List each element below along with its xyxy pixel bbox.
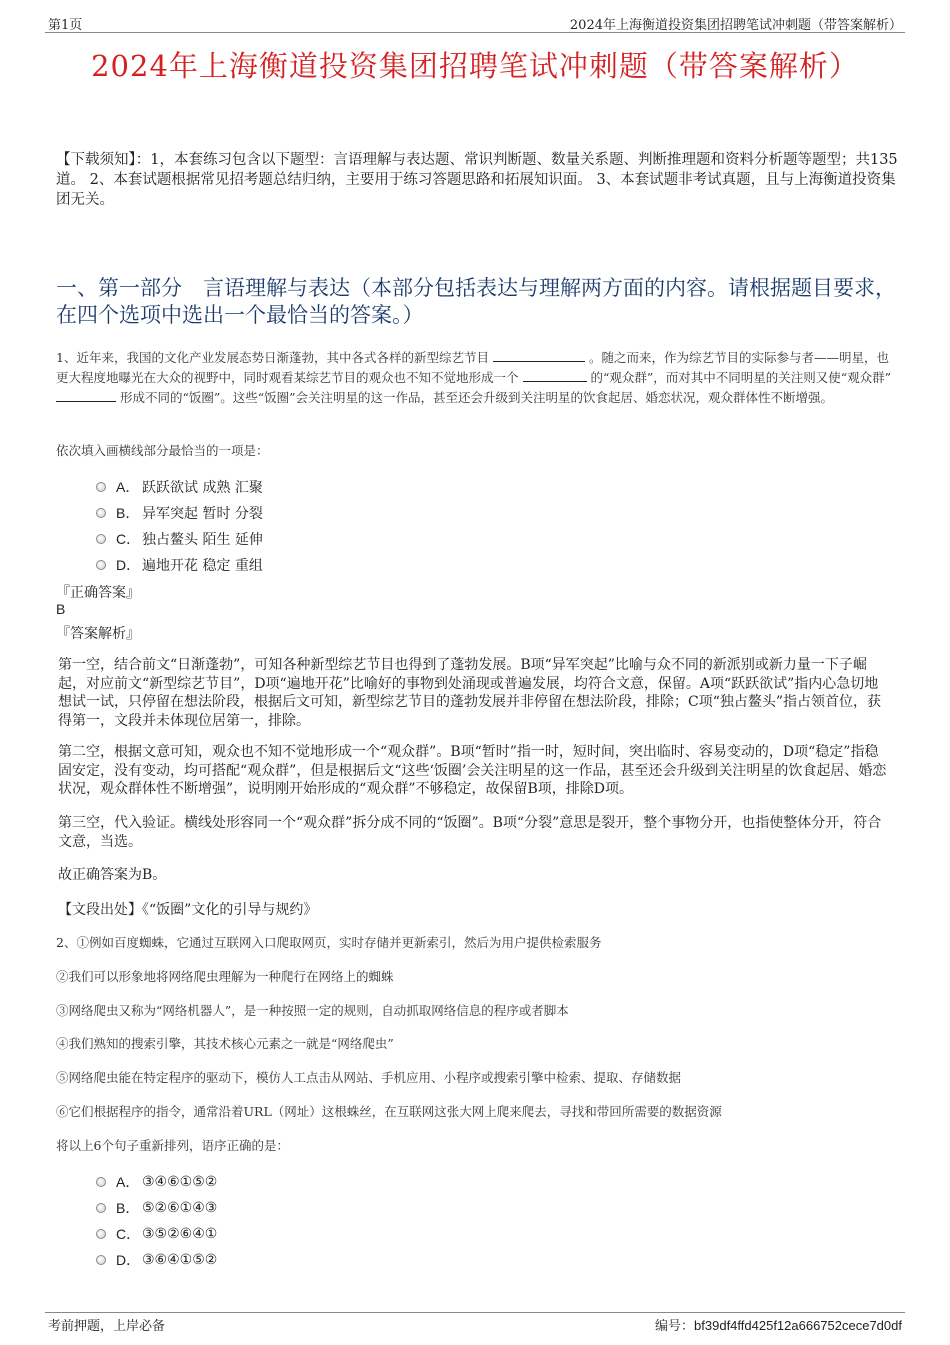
q2-sentence-3: ③网络爬虫又称为“网络机器人”，是一种按照一定的规则，自动抓取网络信息的程序或者脚本 bbox=[56, 1003, 569, 1018]
footer-divider bbox=[45, 1312, 905, 1313]
radio-icon[interactable] bbox=[96, 508, 106, 518]
option-text: 遍地开花 稳定 重组 bbox=[142, 558, 263, 574]
option-letter: D． bbox=[116, 557, 141, 573]
footer-slogan: 考前押题，上岸必备 bbox=[48, 1319, 166, 1334]
q1-blank-1 bbox=[493, 349, 585, 362]
analysis-conclusion: 故正确答案为B。 bbox=[58, 867, 167, 883]
footer-code-label: 编号： bbox=[655, 1319, 695, 1334]
q2-sentence-4: ④我们熟知的搜索引擎，其技术核心元素之一就是“网络爬虫” bbox=[56, 1036, 394, 1051]
q2-sentence-2: ②我们可以形象地将网络爬虫理解为一种爬行在网络上的蜘蛛 bbox=[56, 969, 394, 984]
analysis-paragraph-2: 第二空，根据文意可知，观众也不知不觉地形成一个“观众群”。B项“暂时”指一时，短时间，突出临时、容易变动的，D项“稳定”指稳固安定，没有变动，均可搭配“观众群”，但是根据后文“这些‘饭圈’会关注明星的这一作品，甚至还会升级到关注明星的饮食起居、婚恋状况，观众群体性不断增强”，说明刚开始形成的“观众群”不够稳定，故保留B项，排除D项。 bbox=[58, 744, 887, 797]
option-text: ③④⑥①⑤② bbox=[142, 1174, 218, 1190]
option-letter: C． bbox=[116, 1226, 141, 1242]
q2-sentence-5: ⑤网络爬虫能在特定程序的驱动下，模仿人工点击从网站、手机应用、小程序或搜索引擎中检索、提取、存储数据 bbox=[56, 1070, 682, 1085]
q1-part-4: 形成不同的“饭圈”。这些“饭圈”会关注明星的这一作品，甚至还会升级到关注明星的饮食起居、婚恋状况，观众群体性不断增强。 bbox=[119, 390, 834, 405]
header-divider bbox=[45, 32, 905, 33]
q1-blank-3 bbox=[56, 389, 116, 402]
q1-part-1: 1、近年来，我国的文化产业发展态势日渐蓬勃，其中各式各样的新型综艺节目 bbox=[56, 350, 489, 365]
q1-option-a[interactable] bbox=[96, 477, 263, 497]
q1-option-b[interactable] bbox=[96, 503, 263, 523]
page-title: 2024年上海衡道投资集团招聘笔试冲刺题（带答案解析） bbox=[91, 49, 859, 83]
q1-prompt: 依次填入画横线部分最恰当的一项是： bbox=[56, 443, 269, 458]
option-letter: B． bbox=[116, 505, 140, 521]
header-doc-title: 2024年上海衡道投资集团招聘笔试冲刺题（带答案解析） bbox=[569, 18, 902, 33]
analysis-label: 『答案解析』 bbox=[56, 626, 140, 642]
footer-code bbox=[655, 1315, 902, 1334]
q2-option-a[interactable] bbox=[96, 1172, 217, 1192]
option-letter: A． bbox=[116, 479, 140, 495]
option-text: ③⑤②⑥④① bbox=[142, 1226, 218, 1242]
q2-option-b[interactable] bbox=[96, 1198, 217, 1218]
q1-option-d[interactable] bbox=[96, 555, 263, 575]
analysis-paragraph-3: 第三空，代入验证。横线处形容同一个“观众群”拆分成不同的“饭圈”。B项“分裂”意思是裂开，整个事物分开，也指使整体分开，符合文意，当选。 bbox=[58, 815, 882, 850]
option-text: 异军突起 暂时 分裂 bbox=[142, 506, 263, 522]
source-citation: 【文段出处】《“饭圈”文化的引导与规约》 bbox=[58, 902, 318, 918]
section-title: 一、第一部分 言语理解与表达（本部分包括表达与理解两方面的内容。请根据题目要求，在四个选项中选出一个最恰当的答案。） bbox=[56, 276, 896, 327]
footer-code-value: bf39df4ffd425f12a666752cece7d0df bbox=[694, 1318, 902, 1333]
radio-icon[interactable] bbox=[96, 1255, 106, 1265]
radio-icon[interactable] bbox=[96, 534, 106, 544]
q1-option-c[interactable] bbox=[96, 529, 263, 549]
q1-part-2: 。随之而来，作为综艺节目的实际参与者——明星，也更大程度地曝光在大众的视野中，同时观看某综艺节目的观众也不知不觉地形成一个 bbox=[56, 350, 889, 385]
q1-blank-2 bbox=[523, 369, 587, 382]
q2-prompt: 将以上6个句子重新排列，语序正确的是： bbox=[56, 1138, 289, 1153]
radio-icon[interactable] bbox=[96, 560, 106, 570]
option-text: 跃跃欲试 成熟 汇聚 bbox=[142, 480, 263, 496]
analysis-paragraph-1: 第一空，结合前文“日渐蓬勃”，可知各种新型综艺节目也得到了蓬勃发展。B项“异军突起”比喻与众不同的新派别或新力量一下子崛起，对应前文“新型综艺节目”，D项“遍地开花”比喻好的事物到处涌现或普遍发展，均符合文意，保留。A项“跃跃欲试”指内心急切地想试一试，只停留在想法阶段，根据后文可知，新型综艺节目的蓬勃发展并非停留在想法阶段，排除；C项“独占鳌头”指占领首位，获得第一，文段并未体现位居第一，排除。 bbox=[58, 657, 882, 729]
option-text: 独占鳌头 陌生 延伸 bbox=[142, 532, 263, 548]
q2-sentence-6: ⑥它们根据程序的指令，通常沿着URL（网址）这根蛛丝，在互联网这张大网上爬来爬去，寻找和带回所需要的数据资源 bbox=[56, 1104, 722, 1119]
radio-icon[interactable] bbox=[96, 482, 106, 492]
q2-option-c[interactable] bbox=[96, 1224, 217, 1244]
q2-sentence-1: 2、①例如百度蜘蛛，它通过互联网入口爬取网页，实时存储并更新索引，然后为用户提供检索服务 bbox=[56, 935, 602, 950]
header-page-number: 第1页 bbox=[48, 18, 83, 33]
radio-icon[interactable] bbox=[96, 1203, 106, 1213]
download-notice: 【下载须知】：1，本套练习包含以下题型：言语理解与表达题、常识判断题、数量关系题、判断推理题和资料分析题等题型；共135道。 2、本套试题根据常见招考题总结归纳，主要用于练习答题思路和拓展知识面。 3、本套试题非考试真题，且与上海衡道投资集团无关。 bbox=[56, 152, 898, 208]
radio-icon[interactable] bbox=[96, 1177, 106, 1187]
option-text: ③⑥④①⑤② bbox=[142, 1252, 218, 1268]
option-text: ⑤②⑥①④③ bbox=[142, 1200, 218, 1216]
option-letter: A． bbox=[116, 1174, 140, 1190]
answer-value: B bbox=[56, 601, 66, 617]
q1-part-3: 的“观众群”，而对其中不同明星的关注则又使“观众群” bbox=[590, 370, 892, 385]
answer-label: 『正确答案』 bbox=[56, 585, 140, 601]
q2-option-d[interactable] bbox=[96, 1250, 217, 1270]
option-letter: C． bbox=[116, 531, 141, 547]
radio-icon[interactable] bbox=[96, 1229, 106, 1239]
option-letter: B． bbox=[116, 1200, 140, 1216]
question-1-text bbox=[56, 348, 898, 408]
option-letter: D． bbox=[116, 1252, 141, 1268]
